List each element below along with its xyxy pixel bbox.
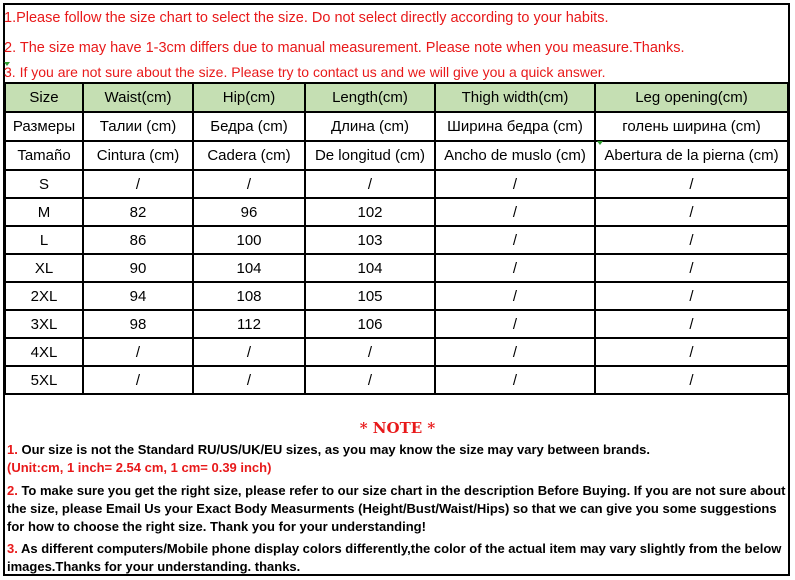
note-item-3	[7, 540, 791, 576]
value-cell: 82	[83, 198, 193, 226]
value-cell: /	[595, 254, 788, 282]
value-cell: /	[193, 366, 305, 394]
instruction-line-2: 2. The size may have 1-3cm differs due to manual measurement. Please note when you measure.Thanks.	[4, 40, 685, 56]
note-item-1-unit: (Unit:cm, 1 inch= 2.54 cm, 1 cm= 0.39 inch)	[7, 460, 272, 475]
value-cell: /	[595, 366, 788, 394]
header-cell: Длина (cm)	[305, 112, 435, 141]
value-cell: 102	[305, 198, 435, 226]
value-cell: /	[193, 338, 305, 366]
value-cell: /	[435, 226, 595, 254]
table-row	[5, 366, 788, 394]
header-row	[5, 83, 788, 112]
value-cell: 105	[305, 282, 435, 310]
note-item-1	[7, 441, 791, 477]
header-row	[5, 112, 788, 141]
header-cell: Cadera (cm)	[193, 141, 305, 170]
header-cell: Abertura de la pierna (cm)	[595, 141, 788, 170]
value-cell: 94	[83, 282, 193, 310]
value-cell: /	[83, 366, 193, 394]
table-row	[5, 310, 788, 338]
value-cell: /	[595, 282, 788, 310]
header-cell: Размеры	[5, 112, 83, 141]
value-cell: /	[595, 198, 788, 226]
note-item-2	[7, 482, 791, 536]
size-cell: 4XL	[5, 338, 83, 366]
note-title: * NOTE *	[359, 419, 436, 437]
header-cell: Leg opening(cm)	[595, 83, 788, 112]
cell-corner-mark-icon	[597, 141, 603, 145]
value-cell: 106	[305, 310, 435, 338]
note-item-1-text: Our size is not the Standard RU/US/UK/EU sizes, as you may know the size may vary between brands.	[17, 442, 650, 457]
size-cell: S	[5, 170, 83, 198]
corner-mark-icon	[4, 62, 10, 66]
size-cell: M	[5, 198, 83, 226]
value-cell: /	[83, 170, 193, 198]
note-item-2-text: To make sure you get the right size, please refer to our size chart in the description Before Buying. If you are not sure about the size, please Email Us your Exact Body Measurments (Height/Bust/Waist/Hips) so that we can give you some suggestions for how to choose the right size. Thank you for your understanding!	[7, 483, 786, 534]
table-row	[5, 170, 788, 198]
value-cell: /	[435, 170, 595, 198]
note-item-1-number: 1.	[7, 442, 18, 457]
value-cell: /	[193, 170, 305, 198]
value-cell: /	[435, 198, 595, 226]
value-cell: /	[305, 338, 435, 366]
header-cell: Waist(cm)	[83, 83, 193, 112]
header-cell: Hip(cm)	[193, 83, 305, 112]
value-cell: /	[435, 282, 595, 310]
value-cell: /	[595, 310, 788, 338]
header-cell: Ширина бедра (cm)	[435, 112, 595, 141]
table-row	[5, 254, 788, 282]
value-cell: /	[305, 170, 435, 198]
size-cell: 3XL	[5, 310, 83, 338]
size-cell: XL	[5, 254, 83, 282]
table-row	[5, 338, 788, 366]
value-cell: 96	[193, 198, 305, 226]
value-cell: 86	[83, 226, 193, 254]
table-row	[5, 226, 788, 254]
header-cell: Талии (cm)	[83, 112, 193, 141]
value-cell: 98	[83, 310, 193, 338]
size-cell: L	[5, 226, 83, 254]
header-row	[5, 141, 788, 170]
size-cell: 5XL	[5, 366, 83, 394]
instruction-line-3: 3. If you are not sure about the size. Please try to contact us and we will give you a quick answer.	[4, 64, 606, 80]
header-cell: De longitud (cm)	[305, 141, 435, 170]
note-item-2-number: 2.	[7, 483, 18, 498]
header-cell: Cintura (cm)	[83, 141, 193, 170]
value-cell: /	[305, 366, 435, 394]
size-cell: 2XL	[5, 282, 83, 310]
value-cell: /	[595, 338, 788, 366]
value-cell: 112	[193, 310, 305, 338]
header-cell: Tamaño	[5, 141, 83, 170]
value-cell: /	[595, 170, 788, 198]
header-cell: голень ширина (cm)	[595, 112, 788, 141]
header-cell: Ancho de muslo (cm)	[435, 141, 595, 170]
table-row	[5, 198, 788, 226]
note-item-3-text: As different computers/Mobile phone display colors differently,the color of the actual item may vary slightly from the below images.Thanks for your understanding. thanks.	[7, 541, 782, 574]
value-cell: 100	[193, 226, 305, 254]
value-cell: /	[83, 338, 193, 366]
size-table	[4, 82, 789, 395]
value-cell: 104	[305, 254, 435, 282]
header-cell: Length(cm)	[305, 83, 435, 112]
instruction-line-1: 1.Please follow the size chart to select the size. Do not select directly according to your habits.	[4, 10, 609, 26]
header-cell: Thigh width(cm)	[435, 83, 595, 112]
value-cell: 103	[305, 226, 435, 254]
table-row	[5, 282, 788, 310]
header-cell: Бедра (cm)	[193, 112, 305, 141]
note-item-3-number: 3.	[7, 541, 18, 556]
value-cell: /	[435, 338, 595, 366]
value-cell: 90	[83, 254, 193, 282]
value-cell: /	[435, 310, 595, 338]
value-cell: /	[435, 366, 595, 394]
value-cell: 108	[193, 282, 305, 310]
value-cell: /	[435, 254, 595, 282]
header-cell: Size	[5, 83, 83, 112]
value-cell: 104	[193, 254, 305, 282]
value-cell: /	[595, 226, 788, 254]
